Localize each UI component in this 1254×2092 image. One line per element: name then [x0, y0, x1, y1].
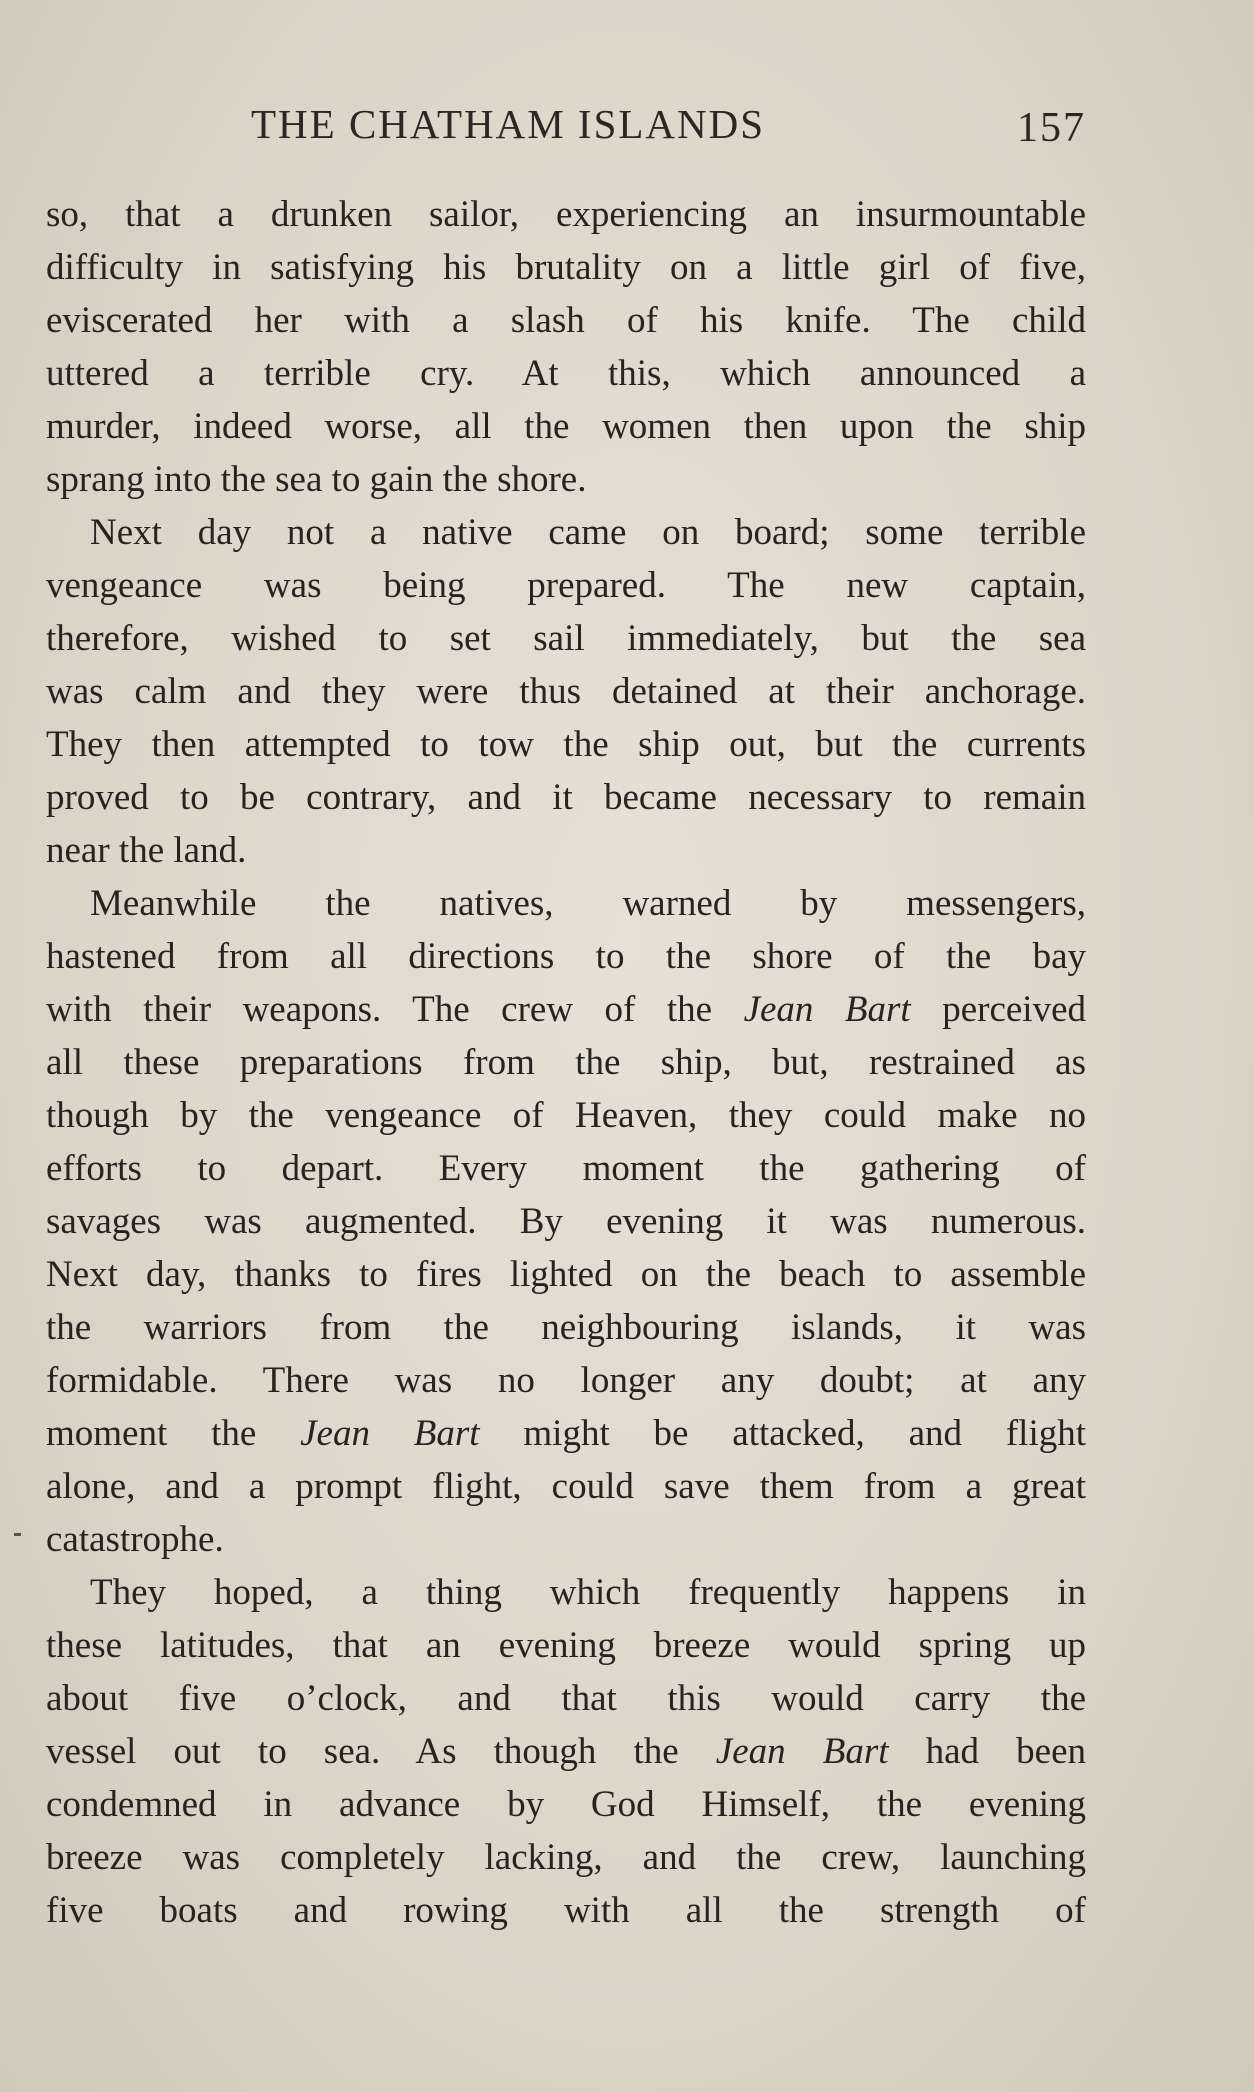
text-segment: these latitudes, that an evening breeze would spring up: [46, 1625, 1086, 1666]
text-line: [46, 1089, 1086, 1142]
text-segment: about five o’clock, and that this would carry the: [46, 1678, 1086, 1719]
text-segment: near the land.: [46, 830, 247, 871]
text-segment: vessel out to sea. As though the: [46, 1731, 716, 1772]
text-line: [46, 1248, 1086, 1301]
text-line: [46, 1036, 1086, 1089]
text-segment: murder, indeed worse, all the women then upon the ship: [46, 406, 1086, 447]
text-line: [46, 718, 1086, 771]
text-segment: formidable. There was no longer any doubt; at any: [46, 1360, 1086, 1401]
text-segment: They hoped, a thing which frequently happens in: [90, 1572, 1086, 1613]
text-segment: They then attempted to tow the ship out, but the currents: [46, 724, 1086, 765]
text-line: [46, 612, 1086, 665]
text-line: [46, 1354, 1086, 1407]
text-line: [46, 824, 1086, 877]
text-segment: was calm and they were thus detained at their anchorage.: [46, 671, 1086, 712]
text-line: [46, 453, 1086, 506]
text-segment: uttered a terrible cry. At this, which announced a: [46, 353, 1086, 394]
text-segment: therefore, wished to set sail immediately, but the sea: [46, 618, 1086, 659]
text-segment: so, that a drunken sailor, experiencing an insurmountable: [46, 194, 1086, 235]
text-line: [46, 665, 1086, 718]
text-line: [46, 1831, 1086, 1884]
text-segment: with their weapons. The crew of the: [46, 989, 744, 1030]
text-line: [46, 1725, 1086, 1778]
ship-name-italic: Jean Bart: [715, 1731, 889, 1772]
text-segment: eviscerated her with a slash of his knife. The child: [46, 300, 1086, 341]
text-line: [46, 347, 1086, 400]
page-number: 157: [1017, 105, 1086, 151]
text-segment: breeze was completely lacking, and the crew, launching: [46, 1837, 1086, 1878]
text-line: [46, 1142, 1086, 1195]
text-segment: Meanwhile the natives, warned by messengers,: [90, 883, 1086, 924]
text-segment: savages was augmented. By evening it was numerous.: [46, 1201, 1086, 1242]
text-segment: sprang into the sea to gain the shore.: [46, 459, 587, 500]
text-line: [46, 1778, 1086, 1831]
ship-name-italic: Jean Bart: [743, 989, 911, 1030]
text-segment: perceived: [910, 989, 1087, 1030]
text-line: [46, 1884, 1086, 1937]
text-line: [46, 1301, 1086, 1354]
text-line: [46, 1407, 1086, 1460]
text-segment: efforts to depart. Every moment the gathering of: [46, 1148, 1086, 1189]
text-line: [46, 506, 1086, 559]
text-segment: five boats and rowing with all the strength of: [46, 1890, 1086, 1931]
text-segment: though by the vengeance of Heaven, they could make no: [46, 1095, 1086, 1136]
text-segment: had been: [888, 1731, 1086, 1772]
text-segment: all these preparations from the ship, but, restrained as: [46, 1042, 1086, 1083]
text-segment: Next day, thanks to fires lighted on the beach to assemble: [46, 1254, 1086, 1295]
text-line: [46, 1672, 1086, 1725]
text-line: [46, 771, 1086, 824]
text-line: [46, 1460, 1086, 1513]
text-segment: proved to be contrary, and it became necessary to remain: [46, 777, 1086, 818]
text-segment: alone, and a prompt flight, could save them from a great: [46, 1466, 1086, 1507]
text-segment: vengeance was being prepared. The new captain,: [46, 565, 1086, 606]
text-line: [46, 1195, 1086, 1248]
text-line: [46, 1566, 1086, 1619]
text-line: [46, 877, 1086, 930]
margin-mark: [14, 1533, 21, 1536]
text-line: [46, 241, 1086, 294]
text-line: [46, 188, 1086, 241]
text-segment: condemned in advance by God Himself, the evening: [46, 1784, 1086, 1825]
text-segment: catastrophe.: [46, 1519, 224, 1560]
text-line: [46, 294, 1086, 347]
page-header: [46, 100, 1086, 156]
text-segment: moment the: [46, 1413, 301, 1454]
text-segment: the warriors from the neighbouring islands, it was: [46, 1307, 1086, 1348]
text-segment: might be attacked, and flight: [479, 1413, 1087, 1454]
body-text: [46, 188, 1086, 1937]
running-title: THE CHATHAM ISLANDS: [251, 101, 766, 147]
ship-name-italic: Jean Bart: [300, 1413, 480, 1454]
text-line: [46, 1619, 1086, 1672]
text-segment: difficulty in satisfying his brutality on a little girl of five,: [46, 247, 1086, 288]
text-line: [46, 983, 1086, 1036]
text-segment: Next day not a native came on board; some terrible: [90, 512, 1086, 553]
text-line: [46, 930, 1086, 983]
text-line: [46, 400, 1086, 453]
text-line: [46, 559, 1086, 612]
text-segment: hastened from all directions to the shore of the bay: [46, 936, 1086, 977]
text-line: [46, 1513, 1086, 1566]
